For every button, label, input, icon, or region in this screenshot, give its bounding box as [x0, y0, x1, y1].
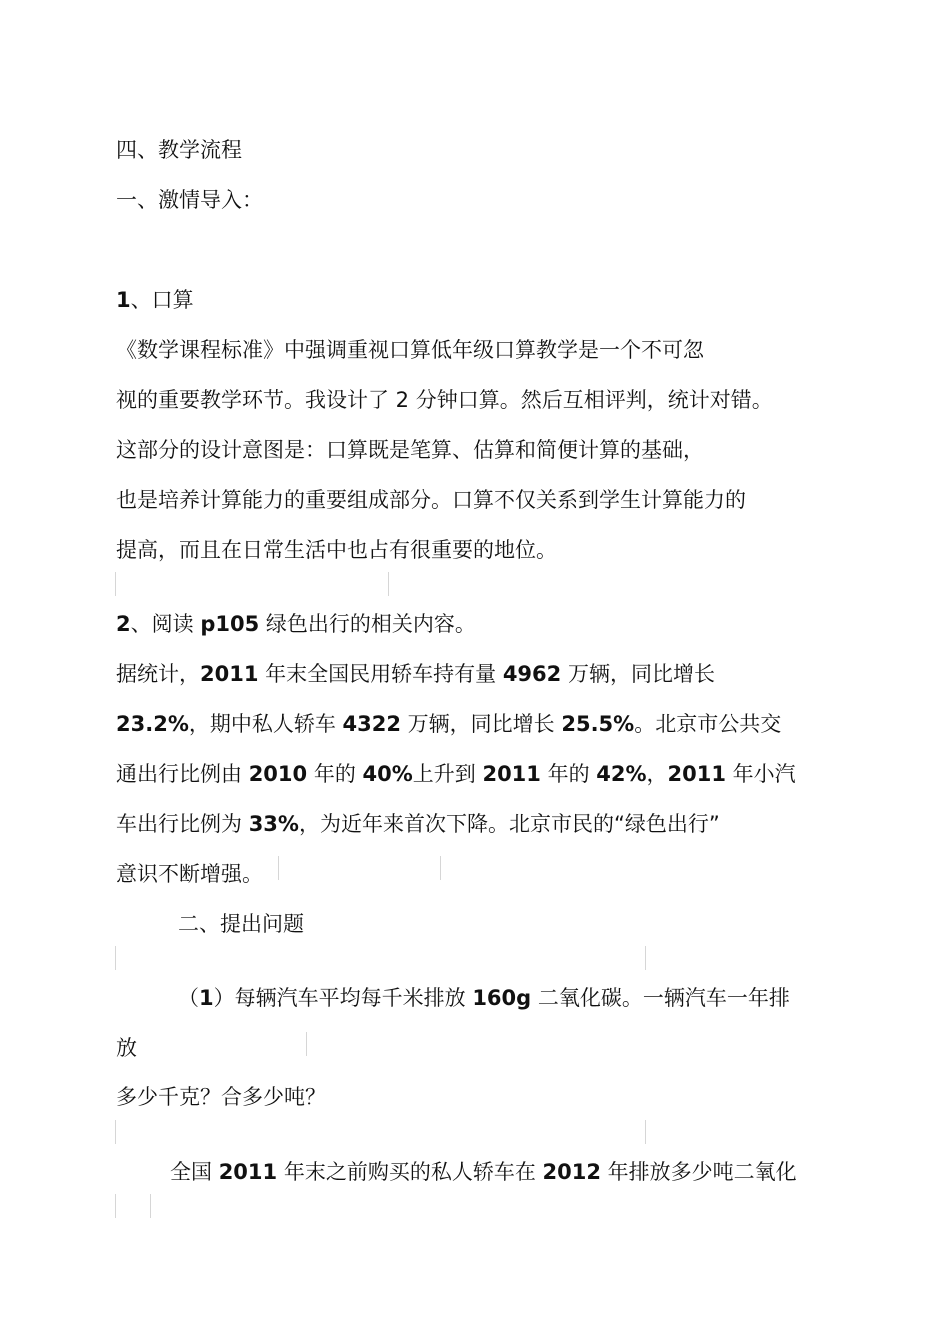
item1-line-1: 《数学课程标准》中强调重视口算低年级口算教学是一个不可忽 [116, 338, 704, 362]
text-box-marker [115, 946, 116, 970]
page-reference: p105 [200, 612, 260, 636]
text-box-marker [115, 572, 116, 596]
item1-heading-text: 、口算 [130, 288, 194, 312]
item2-line-4: 车出行比例为 33%，为近年来首次下降。北京市民的“绿色出行” [116, 812, 720, 836]
item2-line-2: 23.2%，期中私人轿车 4322 万辆，同比增长 25.5%。北京市公共交 [116, 712, 782, 736]
item1-line-5: 提高，而且在日常生活中也占有很重要的地位。 [116, 538, 557, 562]
item2-number: 2 [116, 612, 131, 636]
text-box-marker [150, 1194, 151, 1218]
item1-line-4: 也是培养计算能力的重要组成部分。口算不仅关系到学生计算能力的 [116, 488, 746, 512]
question1-line-3: 多少千克？合多少吨？ [116, 1085, 326, 1109]
item2-heading: 2、阅读 p105 绿色出行的相关内容。 [116, 612, 476, 636]
text-box-marker [115, 1120, 116, 1144]
part2-title: 二、提出问题 [178, 912, 304, 936]
item2-line-1: 据统计，2011 年末全国民用轿车持有量 4962 万辆，同比增长 [116, 662, 715, 686]
section-title: 四、教学流程 [116, 138, 242, 162]
part1-title: 一、激情导入： [116, 188, 263, 212]
question2-line-1: 全国 2011 年末之前购买的私人轿车在 2012 年排放多少吨二氧化 [170, 1160, 797, 1184]
text-box-marker [306, 1032, 307, 1056]
text-box-marker [115, 1194, 116, 1218]
item1-heading [116, 285, 194, 315]
text-box-marker [388, 572, 389, 596]
item1-line-2: 视的重要教学环节。我设计了 2 分钟口算。然后互相评判，统计对错。 [116, 388, 773, 412]
question1-line-2: 放 [116, 1036, 137, 1060]
item1-line-3: 这部分的设计意图是：口算既是笔算、估算和简便计算的基础， [116, 438, 704, 462]
text-box-marker [645, 946, 646, 970]
item2-line-5: 意识不断增强。 [116, 862, 263, 886]
text-box-marker [440, 856, 441, 880]
item2-line-3: 通出行比例由 2010 年的 40%上升到 2011 年的 42%，2011 年小汽 [116, 762, 796, 786]
text-box-marker [278, 856, 279, 880]
text-box-marker [645, 1120, 646, 1144]
item1-number: 1 [116, 288, 131, 312]
question1-line-1: （1）每辆汽车平均每千米排放 160g 二氧化碳。一辆汽车一年排 [178, 986, 790, 1010]
